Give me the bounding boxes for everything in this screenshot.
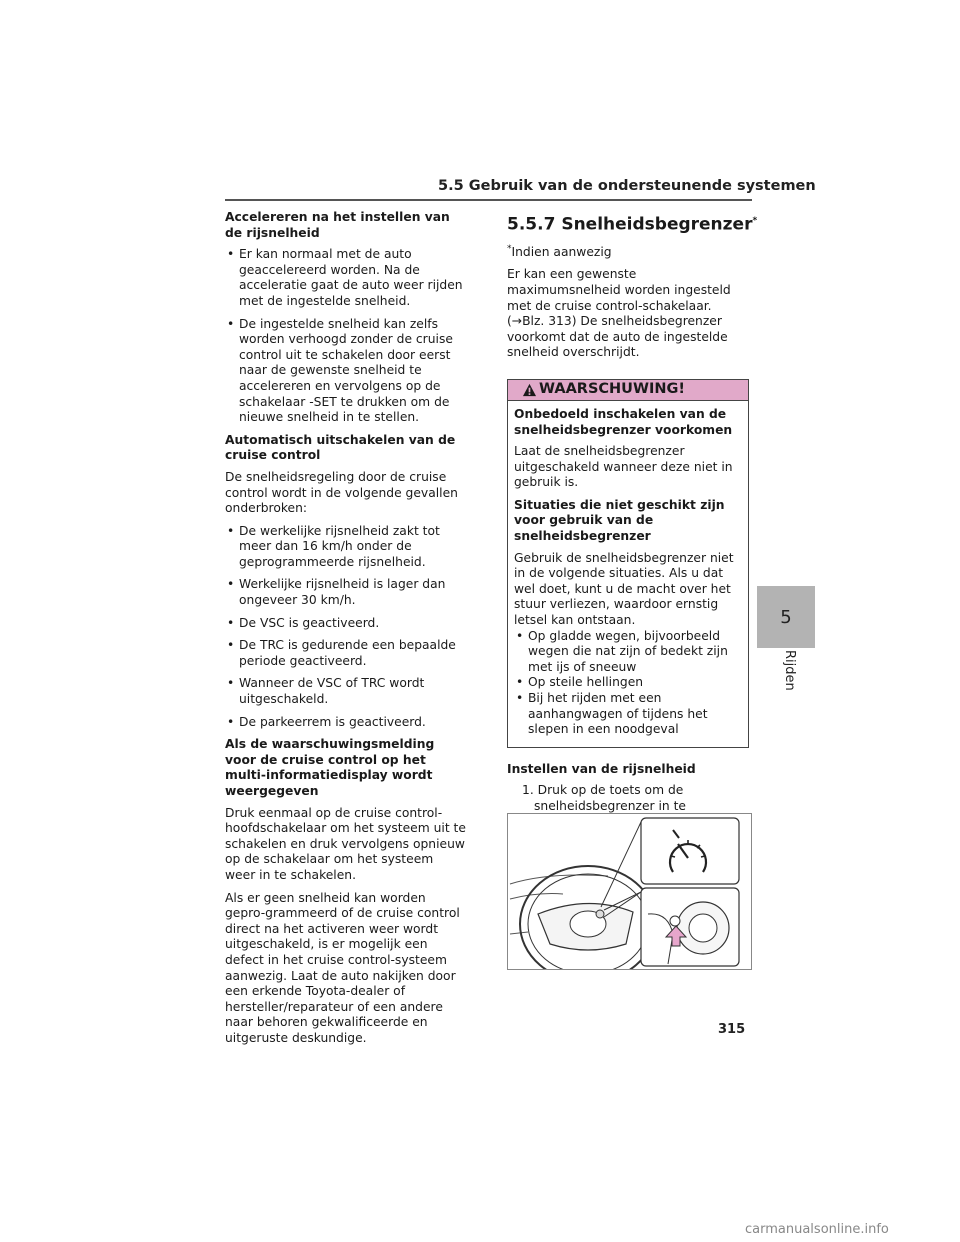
list-item: • De ingestelde snelheid kan zelfs worden verhoogd zonder de cruise control uit te schakelen door eerst naar de gewenste snelheid te accelereren en vervolgens op de schakelaar -SET te drukken om de nieuwe snelheid in te stellen. [225,317,467,426]
setting-heading: Instellen van de rijsnelheid [507,761,696,776]
chapter-label: Rijden [782,650,797,691]
list-item: • De werkelijke rijsnelheid zakt tot meer dan 16 km/h onder de geprogrammeerde rijsnelheid. [225,524,467,571]
list-item: • Wanneer de VSC of TRC wordt uitgeschakeld. [225,676,467,707]
note-text: Indien aanwezig [511,244,612,259]
right-column [507,210,758,889]
warning-paragraph-1: Laat de snelheidsbegrenzer uitgeschakeld wanneer deze niet in gebruik is. [514,444,733,490]
warning-label: WAARSCHUWING! [539,381,685,398]
warning-msg-paragraph-2: Als er geen snelheid kan worden gepro-grammeerd of de cruise control direct na het activeren weer wordt uitgeschakeld, is er mogelijk een defect in het cruise control-systeem aanwezig. Laat de auto nakijken door een erkende Toyota-dealer of hersteller/reparateur of een andere naar behoren gekwalificeerde en uitgeruste deskundige. [225,890,460,1045]
warning-msg-heading: Als de waarschuwingsmelding voor de cruise control op het multi-informatiedisplay wordt weergegeven [225,737,435,798]
section-title [507,210,758,236]
list-item: • Op gladde wegen, bijvoorbeeld wegen die nat zijn of bedekt zijn met ijs of sneeuw [514,629,742,676]
step-text: 1. Druk op de toets om de snelheidsbegrenzer in te [522,783,686,813]
chapter-tab[interactable] [757,586,815,648]
watermark: carmanualsonline.info [745,1222,889,1237]
steering-wheel-figure [507,813,752,970]
steering-wheel-illustration [508,814,751,969]
chapter-number: 5 [780,606,792,628]
warning-header [508,380,748,401]
section-title-text: Snelheidsbegrenzer [561,214,753,235]
availability-note [507,242,749,261]
warning-heading-1: Onbedoeld inschakelen van de snelheidsbegrenzer voorkomen [514,406,733,437]
warning-msg-paragraph-1: Druk eenmaal op de cruise control-hoofdschakelaar om het systeem uit te schakelen en druk vervolgens opnieuw op de schakelaar om het systeem weer in te schakelen. [225,805,466,882]
list-item: • Bij het rijden met een aanhangwagen of tijdens het slepen in een noodgeval [514,691,742,738]
left-column [225,210,467,1054]
note-asterisk: * [507,243,512,254]
list-item: • De VSC is geactiveerd. [225,616,467,632]
page-number: 315 [718,1022,746,1037]
section-asterisk: * [752,216,758,226]
running-header: 5.5 Gebruik van de ondersteunende systemen [438,178,816,194]
section-number: 5.5.7 [507,214,556,235]
warning-heading-2: Situaties die niet geschikt zijn voor gebruik van de snelheidsbegrenzer [514,497,725,544]
auto-off-intro: De snelheidsregeling door de cruise control wordt in de volgende gevallen onderbroken: [225,469,458,516]
limiter-intro: Er kan een gewenste maximumsnelheid worden ingesteld met de cruise control-schakelaar. (→Blz. 313) De snelheidsbegrenzer voorkomt dat de auto de ingestelde snelheid overschrijdt. [507,267,731,360]
warning-list [514,629,742,738]
warning-triangle-icon [522,383,537,397]
accel-list [225,247,467,426]
list-item: • Er kan normaal met de auto geaccelereerd worden. Na de acceleratie gaat de auto weer rijden met de ingestelde snelheid. [225,247,467,309]
warning-paragraph-2: Gebruik de snelheidsbegrenzer niet in de volgende situaties. Als u dat wel doet, kunt u de macht over het stuur verliezen, waardoor ernstig letsel kan ontstaan. [514,550,734,628]
header-rule [225,199,752,201]
auto-off-heading: Automatisch uitschakelen van de cruise control [225,432,456,463]
warning-box [507,379,749,748]
accel-heading: Accelereren na het instellen van de rijsnelheid [225,210,450,240]
list-item: • Op steile hellingen [514,675,742,691]
auto-off-list [225,524,467,731]
list-item: • Werkelijke rijsnelheid is lager dan ongeveer 30 km/h. [225,577,467,608]
list-item: • De parkeerrem is geactiveerd. [225,715,467,731]
warning-body [508,401,748,747]
list-item: • De TRC is gedurende een bepaalde periode geactiveerd. [225,638,467,669]
